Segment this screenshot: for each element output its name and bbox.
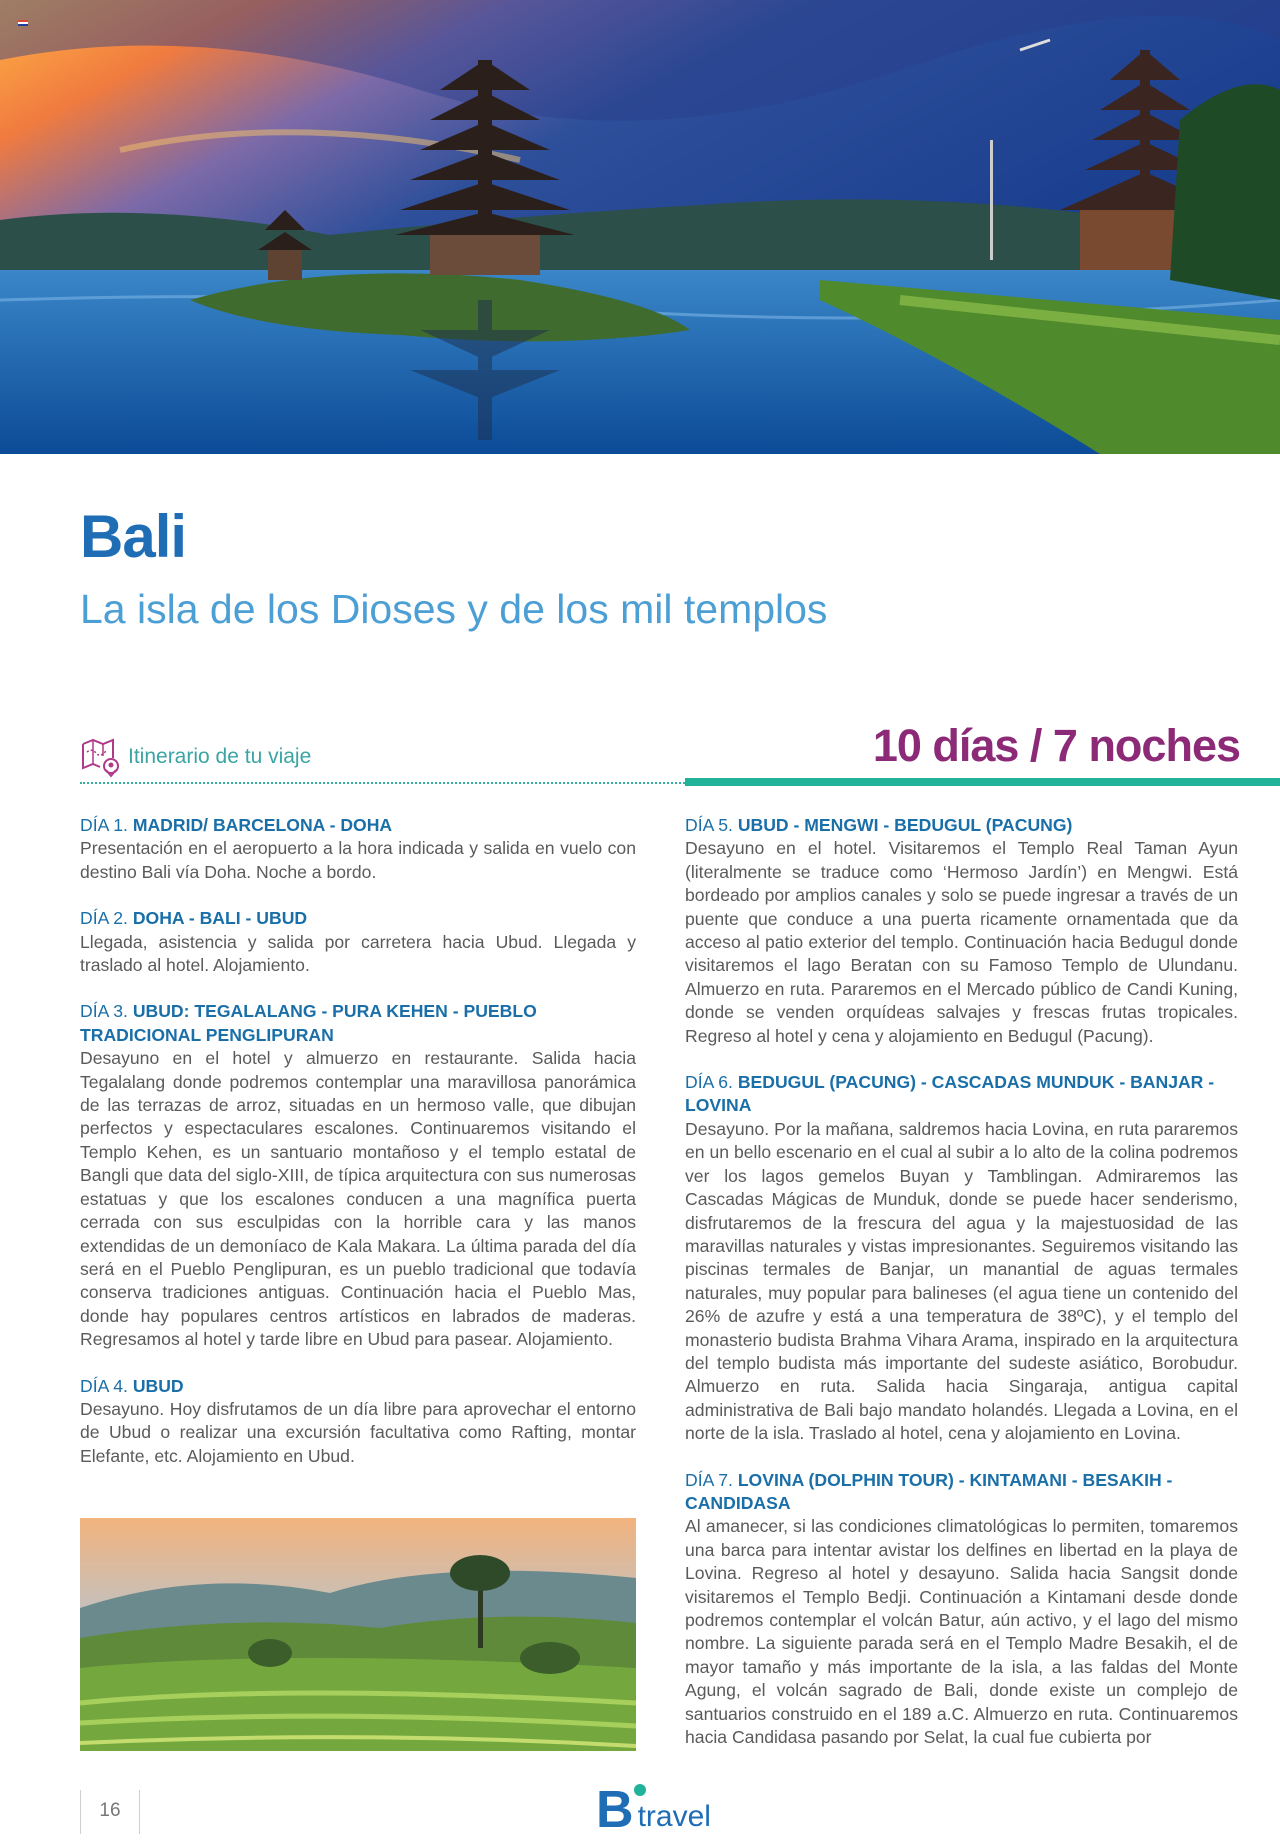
day-route: LOVINA (DOLPHIN TOUR) - KINTAMANI - BESAKIH - CANDIDASA (685, 1469, 1173, 1513)
page-subtitle: La isla de los Dioses y de los mil templos (80, 586, 828, 632)
day-number: DÍA 6. (685, 1072, 733, 1093)
rice-terrace-photo (80, 1518, 636, 1751)
day-description: Desayuno. Hoy disfrutamos de un día libre para aprovechar el entorno de Ubud o realizar una excursión facultativa como Rafting, montar Elefante, etc. Alojamiento en Ubud. (80, 1398, 636, 1466)
day-title (685, 1469, 1238, 1516)
page-title: Bali (80, 503, 187, 570)
day-title (80, 1000, 636, 1047)
day-title (685, 1071, 1238, 1118)
itinerary-header (80, 736, 311, 778)
accent-bar (685, 778, 1280, 786)
logo-text: travel (637, 1800, 711, 1833)
dotted-divider (80, 782, 685, 784)
day-2 (80, 907, 636, 977)
day-route: MADRID/ BARCELONA - DOHA (132, 815, 393, 835)
day-description: Al amanecer, si las condiciones climatológicas lo permiten, tomaremos una barca para intentar avistar los delfines en libertad en la playa de Lovina. Regreso al hotel y desayuno. Salida hacia Sangsit donde visitaremos el Templo Bedji. Continuación a Kintamani desde donde podremos contemplar el volcán Batur, aún activo, y el lago del mismo nombre. La siguiente parada será en el Templo Madre Besakih, el de mayor tamaño y más importante de la isla, a las faldas del Monte Agung, el volcán sagrado de Bali, donde existe un complejo de santuarios construido en el 189 a.C. Almuerzo en ruta. Continuaremos hacia Candidasa pasando por Selat, la cual fue cubierta por (685, 1516, 1238, 1748)
logo-mark: B (596, 1786, 634, 1834)
day-6 (685, 1071, 1238, 1446)
hero-image (0, 0, 1280, 454)
day-description: Presentación en el aeropuerto a la hora indicada y salida en vuelo con destino Bali vía Doha. Noche a bordo. (80, 838, 636, 882)
day-description: Desayuno en el hotel. Visitaremos el Templo Real Taman Ayun (literalmente se traduce como ‘Hermoso Jardín’) en Mengwi. Está bordeado por amplios canales y solo se puede ingresar a través de un puente que conduce a una puerta ricamente ornamentada que da acceso al patio exterior del templo. Continuación hacia Bedugul donde visitaremos el lago Beratan con su Famoso Templo de Ulundanu. Almuerzo en ruta. Pararemos en el Mercado público de Candi Kuning, donde se venden orquídeas salvajes y frescas frutas tropicales. Regreso al hotel y cena y alojamiento en Bedugul (Pacung). (685, 838, 1238, 1046)
day-number: DÍA 4. (80, 1375, 128, 1396)
day-4 (80, 1375, 636, 1469)
day-number: DÍA 5. (685, 815, 733, 835)
day-description: Desayuno. Por la mañana, saldremos hacia Lovina, en ruta pararemos en un bello escenario en el cual al subir a lo alto de la colina podremos ver los lagos gemelos Buyan y Tamblingan. Admiraremos las Cascadas Mágicas de Munduk, donde se puede hacer senderismo, disfrutaremos de la frescura del agua y la majestuosidad de las maravillas naturales y vistas impresionantes. Seguiremos visitando las piscinas termales de Banjar, un manantial de aguas termales naturales, muy popular para balineses (el agua tiene un contenido del 26% de azufre y está a una temperatura de 38ºC), y el templo del monasterio budista Brahma Vihara Arama, inspirado en la arquitectura del templo budista más importante del sudeste asiático, Borobudur. Almuerzo en ruta. Salida hacia Singaraja, antigua capital administrativa de Bali bajo mandato holandés. Llegada a Lovina, en el norte de la isla. Traslado al hotel, cena y alojamiento en Lovina. (685, 1118, 1238, 1444)
day-3 (80, 1000, 636, 1351)
day-5 (685, 814, 1238, 1048)
day-1 (80, 814, 636, 884)
day-route: BEDUGUL (PACUNG) - CASCADAS MUNDUK - BANJAR - LOVINA (685, 1072, 1215, 1116)
day-number: DÍA 7. (685, 1469, 733, 1490)
day-description: Llegada, asistencia y salida por carretera hacia Ubud. Llegada y traslado al hotel. Alojamiento. (80, 931, 636, 976)
day-route: UBUD: TEGALALANG - PURA KEHEN - PUEBLO TRADICIONAL PENGLIPURAN (80, 1001, 537, 1045)
itinerary-left-column (80, 814, 636, 1491)
day-number: DÍA 2. (80, 908, 128, 929)
day-route: UBUD - MENGWI - BEDUGUL (PACUNG) (737, 815, 1073, 835)
map-icon (80, 736, 122, 778)
day-route: UBUD (132, 1375, 184, 1396)
day-title (80, 1375, 636, 1398)
day-number: DÍA 1. (80, 815, 128, 835)
day-title (685, 814, 1238, 837)
trip-duration: 10 días / 7 noches (872, 720, 1240, 771)
flag-icon (18, 20, 28, 26)
page-number: 16 (99, 1800, 121, 1821)
day-description: Desayuno en el hotel y almuerzo en restaurante. Salida hacia Tegalalang donde podremos contemplar una maravillosa panorámica de las terrazas de arroz, situadas en un hermoso valle, que dibujan perfectos y espectaculares escalones. Continuaremos visitando el Templo Kehen, es un santuario montañoso y el templo estatal de Bangli que data del siglo-XIII, de típica arquitectura con sus numerosas estatuas y que los escalones conducen a una magnífica puerta cerrada con sus esculpidas con la horrible cara y las manos extendidas de un demoníaco de Kala Makara. La última parada del día será en el Pueblo Penglipuran, es un pueblo tradicional que todavía conserva tradiciones antiguas. Continuación hacia el Pueblo Mas, donde hay populares centros artísticos en labrados de maderas. Regresamos al hotel y tarde libre en Ubud para pasear. Alojamiento. (80, 1048, 636, 1350)
day-title (80, 814, 636, 837)
day-title (80, 907, 636, 930)
logo-dot-icon (634, 1784, 646, 1796)
itinerary-right-column (685, 814, 1238, 1772)
itinerary-label: Itinerario de tu viaje (128, 745, 312, 768)
day-route: DOHA - BALI - UBUD (132, 908, 308, 929)
day-number: DÍA 3. (80, 1001, 128, 1022)
day-7 (685, 1469, 1238, 1750)
btravel-logo (596, 1781, 711, 1839)
